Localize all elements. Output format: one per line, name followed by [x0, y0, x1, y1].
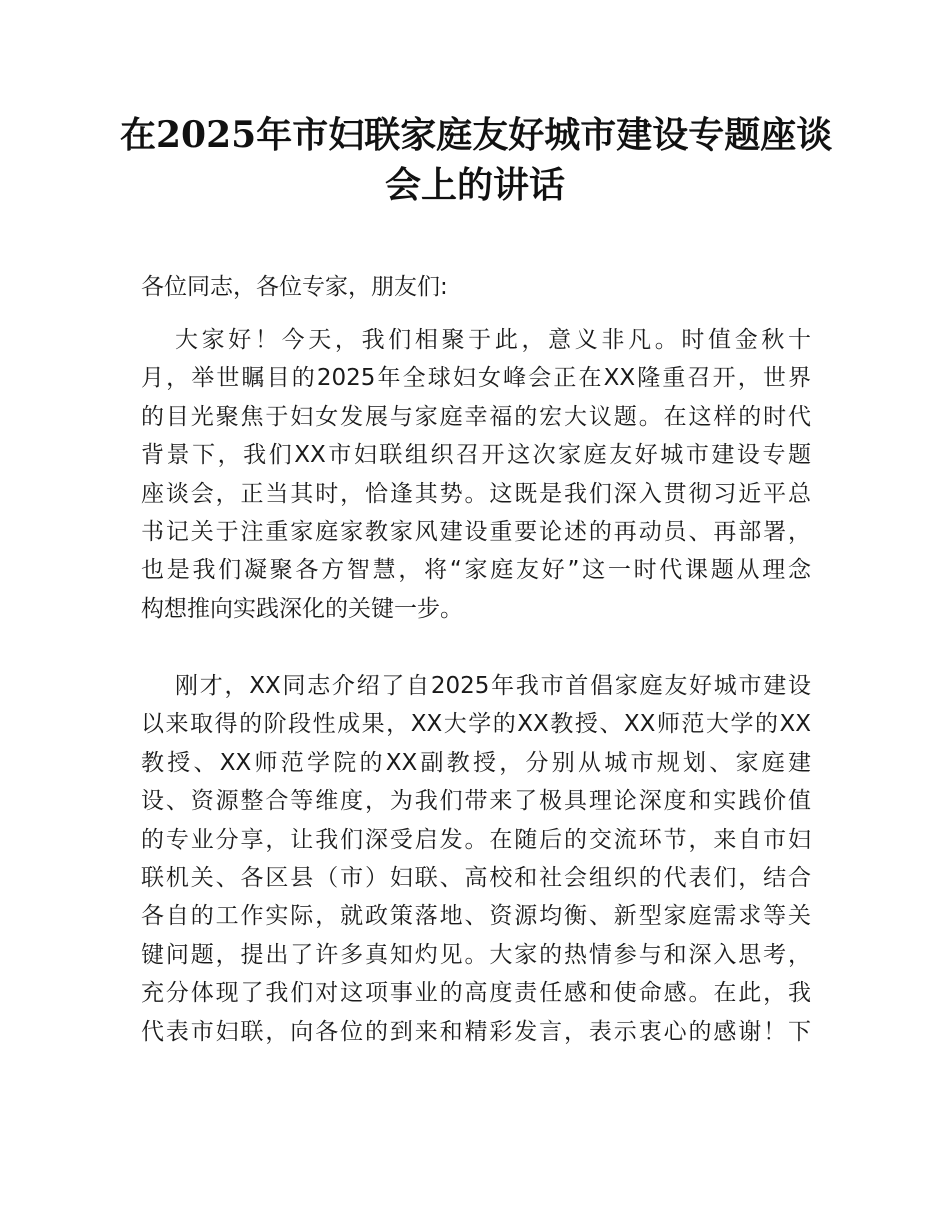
- paragraph-line: 刚才，XX同志介绍了自2025年我市首倡家庭友好城市建设: [175, 673, 811, 699]
- paragraph-line: 的专业分享，让我们深受启发。在随后的交流环节，来自市妇: [141, 826, 811, 853]
- paragraph-line: 月，举世瞩目的2025年全球妇女峰会正在XX隆重召开，世界: [141, 365, 811, 392]
- paragraph-line: 背景下，我们XX市妇联组织召开这次家庭友好城市建设专题: [141, 442, 811, 469]
- paragraph-line: 大家好！今天，我们相聚于此，意义非凡。时值金秋十: [175, 327, 811, 353]
- paragraph-line: 教授、XX师范学院的XX副教授，分别从城市规划、家庭建: [141, 749, 811, 776]
- paragraph-line: 各自的工作实际，就政策落地、资源均衡、新型家庭需求等关: [141, 903, 811, 930]
- paragraph-2: [141, 667, 811, 1051]
- paragraph-line: 设、资源整合等维度，为我们带来了极具理论深度和实践价值: [141, 788, 811, 815]
- paragraph-line: 以来取得的阶段性成果，XX大学的XX教授、XX师范大学的XX: [141, 711, 811, 738]
- paragraph-line: 充分体现了我们对这项事业的高度责任感和使命感。在此，我: [141, 980, 811, 1007]
- paragraph-line: 联机关、各区县（市）妇联、高校和社会组织的代表们，结合: [141, 865, 811, 892]
- document-title: [120, 110, 833, 210]
- paragraph-line: 书记关于注重家庭家教家风建设重要论述的再动员、再部署，: [141, 519, 811, 546]
- paragraph-line: 座谈会，正当其时，恰逢其势。这既是我们深入贯彻习近平总: [141, 480, 811, 507]
- paragraph-line: 代表市妇联，向各位的到来和精彩发言，表示衷心的感谢！下: [141, 1018, 811, 1045]
- salutation: 各位同志，各位专家，朋友们:: [141, 274, 448, 300]
- title-line-1: 在2025年市妇联家庭友好城市建设专题座谈: [120, 114, 833, 156]
- title-line-2: 会上的讲话: [384, 164, 565, 206]
- paragraph-line: 键问题，提出了许多真知灼见。大家的热情参与和深入思考，: [141, 941, 811, 968]
- paragraph-1: [141, 321, 811, 628]
- paragraph-line: 构想推向实践深化的关键一步。: [141, 595, 463, 622]
- paragraph-line: 也是我们凝聚各方智慧，将“家庭友好”这一时代课题从理念: [141, 557, 811, 584]
- paragraph-line: 的目光聚焦于妇女发展与家庭幸福的宏大议题。在这样的时代: [141, 403, 811, 430]
